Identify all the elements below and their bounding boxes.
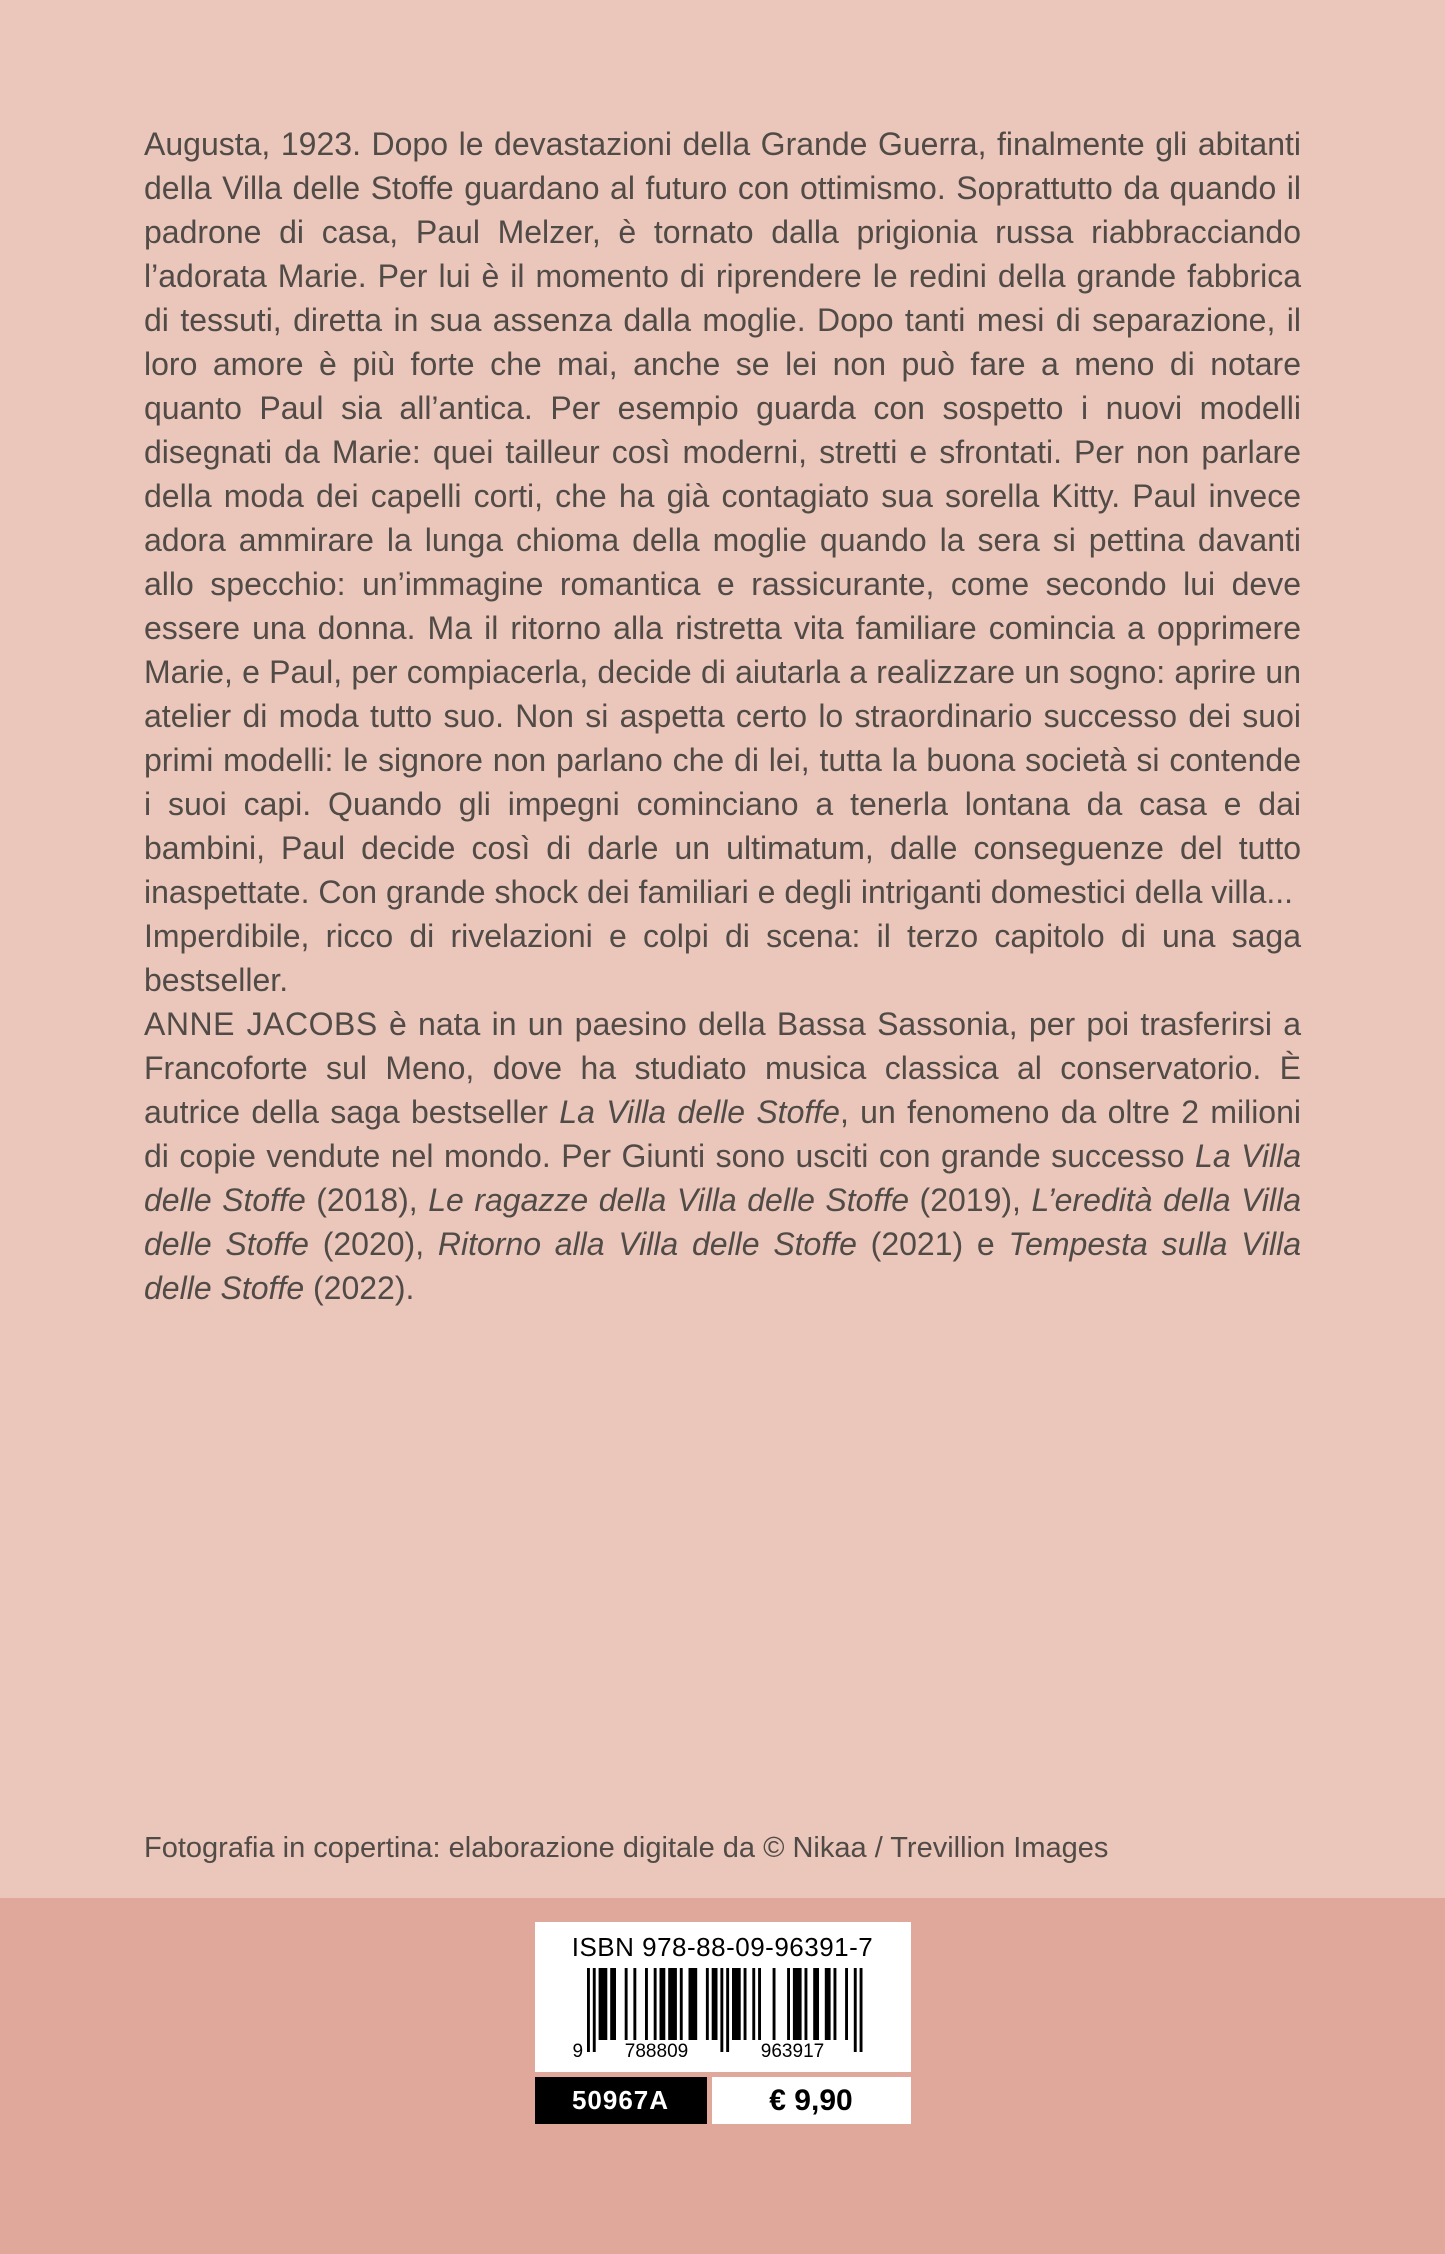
barcode-digit-group: 9 (572, 2041, 584, 2062)
edition-code: 50967A (535, 2077, 707, 2124)
bio-text: (2021) e (856, 1226, 1009, 1262)
bio-text: (2022). (304, 1270, 415, 1306)
isbn-label: ISBN 978-88-09-96391-7 (571, 1932, 874, 1962)
bio-text: , un fenomeno da oltre 2 milioni di copie vendute nel mondo. Per Giunti sono usciti con grande successo (144, 1094, 1302, 1174)
book-title: La Villa delle Stoffe (559, 1094, 840, 1130)
barcode (573, 1968, 873, 2064)
author-name: ANNE JACOBS (144, 1006, 378, 1042)
book-title: Ritorno alla Villa delle Stoffe (437, 1226, 857, 1262)
price-row (535, 2077, 911, 2124)
synopsis-paragraph: Augusta, 1923. Dopo le devastazioni della Grande Guerra, finalmente gli abitanti della Villa delle Stoffe guardano al futuro con ottimismo. Soprattutto da quando il padrone di casa, Paul Melzer, è tornato dalla prigionia russa riabbracciando l’adorata Marie. Per lui è il momento di riprendere le redini della grande fabbrica di tessuti, diretta in sua assenza dalla moglie. Dopo tanti mesi di separazione, il loro amore è più forte che mai, anche se lei non può fare a meno di notare quanto Paul sia all’antica. Per esempio guarda con sospetto i nuovi modelli disegnati da Marie: quei tailleur così moderni, stretti e sfrontati. Per non parlare della moda dei capelli corti, che ha già contagiato sua sorella Kitty. Paul invece adora ammirare la lunga chioma della moglie quando la sera si pettina davanti allo specchio: un’immagine romantica e rassicurante, come secondo lui deve essere una donna. Ma il ritorno alla ristretta vita familiare comincia a opprimere Marie, e Paul, per compiacerla, decide di aiutarla a realizzare un sogno: aprire un atelier di moda tutto suo. Non si aspetta certo lo straordinario successo dei suoi primi modelli: le signore non parlano che di lei, tutta la buona società si contende i suoi capi. Quando gli impegni cominciano a tenerla lontana da casa e dai bambini, Paul decide così di darle un ultimatum, dalle conseguenze del tutto inaspettate. Con grande shock dei familiari e degli intriganti domestici della villa... (144, 126, 1301, 910)
price: € 9,90 (712, 2077, 911, 2124)
barcode-digit-group: 788809 (624, 2041, 689, 2062)
isbn-barcode-block (535, 1922, 911, 2072)
book-title: La Villa delle Stoffe (144, 1138, 1302, 1218)
bio-text: (2020), (308, 1226, 438, 1262)
barcode-digit-group: 963917 (760, 2041, 825, 2062)
synopsis-tagline: Imperdibile, ricco di rivelazioni e colpi di scena: il terzo capitolo di una saga bestseller. (144, 918, 1301, 998)
bio-text: è nata in un paesino della Bassa Sassonia, per poi trasferirsi a Francoforte sul Meno, dove ha studiato musica classica al conservatorio. È autrice della saga bestseller (144, 1006, 1302, 1130)
book-title: Tempesta sulla Villa delle Stoffe (144, 1226, 1302, 1306)
bottom-band (0, 1898, 1445, 2254)
bio-text: (2019), (909, 1182, 1032, 1218)
bio-text: (2018), (305, 1182, 429, 1218)
book-title: Le ragazze della Villa delle Stoffe (428, 1182, 910, 1218)
author-bio (144, 1002, 1301, 1310)
photo-credit: Fotografia in copertina: elaborazione digitale da © Nikaa / Trevillion Images (144, 1832, 1109, 1864)
book-title: L’eredità della Villa delle Stoffe (144, 1182, 1302, 1262)
barcode-digits (573, 2040, 873, 2064)
